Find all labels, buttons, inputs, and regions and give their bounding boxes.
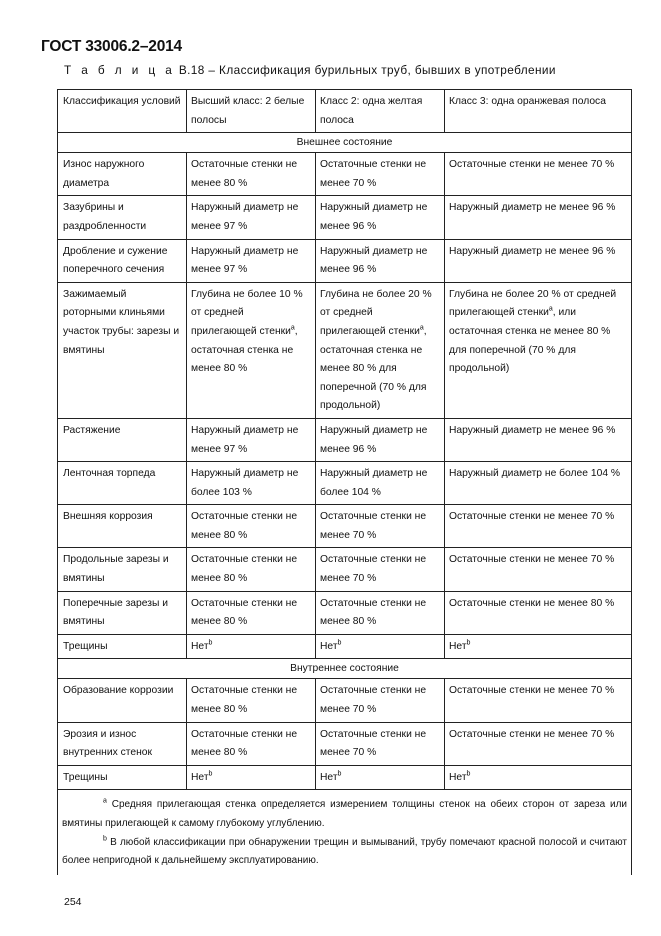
column-header: Класс 3: одна оранжевая полоса bbox=[445, 90, 632, 133]
class-cell: Остаточные стенки не менее 80 % bbox=[445, 591, 632, 634]
footnote-marker: b bbox=[337, 639, 342, 647]
condition-cell: Продольные зарезы и вмятины bbox=[58, 548, 187, 591]
condition-cell: Трещины bbox=[58, 765, 187, 790]
condition-cell: Образование коррозии bbox=[58, 679, 187, 722]
class-cell: Наружный диаметр не менее 96 % bbox=[316, 239, 445, 282]
table-row bbox=[58, 634, 632, 659]
condition-cell: Растяжение bbox=[58, 418, 187, 461]
condition-cell: Ленточная торпеда bbox=[58, 462, 187, 505]
class-cell: Остаточные стенки не менее 80 % bbox=[187, 153, 316, 196]
table-row bbox=[58, 196, 632, 239]
class-cell: Остаточные стенки не менее 80 % bbox=[187, 679, 316, 722]
footnote-marker: a bbox=[103, 798, 107, 806]
condition-cell: Эрозия и износ внутренних стенок bbox=[58, 722, 187, 765]
notes-cell bbox=[58, 790, 632, 875]
class-cell: Остаточные стенки не менее 80 % bbox=[187, 591, 316, 634]
class-cell: Остаточные стенки не менее 80 % bbox=[187, 722, 316, 765]
class-cell: Наружный диаметр не менее 97 % bbox=[187, 239, 316, 282]
class-cell: Остаточные стенки не менее 70 % bbox=[445, 153, 632, 196]
footnote-marker: a bbox=[290, 324, 295, 332]
class-cell: Остаточные стенки не менее 70 % bbox=[316, 548, 445, 591]
condition-cell: Внешняя коррозия bbox=[58, 505, 187, 548]
footnote-marker: b bbox=[103, 835, 107, 843]
class-cell: Остаточные стенки не менее 80 % bbox=[187, 505, 316, 548]
class-cell: Наружный диаметр не более 104 % bbox=[445, 462, 632, 505]
footnote-marker: b bbox=[208, 770, 213, 778]
class-cell: Остаточные стенки не менее 70 % bbox=[445, 548, 632, 591]
class-cell: Нет$^b$ bbox=[316, 765, 445, 790]
class-cell: Остаточные стенки не менее 80 % bbox=[316, 591, 445, 634]
class-cell: Остаточные стенки не менее 70 % bbox=[316, 679, 445, 722]
notes-row bbox=[58, 790, 632, 875]
table-row bbox=[58, 722, 632, 765]
condition-cell: Зажимаемый роторными клиньями участок трубы: зарезы и вмятины bbox=[58, 282, 187, 418]
table-caption-label: Т а б л и ц а bbox=[64, 63, 176, 77]
footnote-marker: b bbox=[337, 770, 342, 778]
table-row bbox=[58, 548, 632, 591]
section-row bbox=[58, 133, 632, 153]
class-cell: Глубина не более 20 % от средней прилегающей стенки$^a$, или остаточная стенка не менее 80 % для поперечной (70 % для продольной) bbox=[445, 282, 632, 418]
class-cell: Глубина не более 20 % от средней прилегающей стенки$^a$, остаточная стенка не менее 80 % для поперечной (70 % для продольной) bbox=[316, 282, 445, 418]
table-row bbox=[58, 153, 632, 196]
footnote-marker: a bbox=[419, 324, 424, 332]
class-cell: Остаточные стенки не менее 70 % bbox=[316, 505, 445, 548]
table-row bbox=[58, 591, 632, 634]
table-row bbox=[58, 679, 632, 722]
classification-table bbox=[57, 89, 632, 875]
class-cell: Остаточные стенки не менее 70 % bbox=[445, 679, 632, 722]
column-header: Классификация условий bbox=[58, 90, 187, 133]
class-cell: Нет$^b$ bbox=[187, 765, 316, 790]
table-row bbox=[58, 418, 632, 461]
footnote: $^b$ В любой классификации при обнаружении трещин и вымываний, трубу помечают красной полосой и считают более непригодной к дальнейшему эксплуатированию. bbox=[62, 835, 627, 867]
column-header: Класс 2: одна желтая полоса bbox=[316, 90, 445, 133]
class-cell: Нет$^b$ bbox=[187, 634, 316, 659]
class-cell: Наружный диаметр не более 103 % bbox=[187, 462, 316, 505]
table-row bbox=[58, 505, 632, 548]
table-row bbox=[58, 239, 632, 282]
class-cell: Нет$^b$ bbox=[316, 634, 445, 659]
class-cell: Наружный диаметр не менее 97 % bbox=[187, 196, 316, 239]
condition-cell: Дробление и сужение поперечного сечения bbox=[58, 239, 187, 282]
document-title: ГОСТ 33006.2–2014 bbox=[41, 38, 182, 55]
condition-cell: Износ наружного диаметра bbox=[58, 153, 187, 196]
table-caption-text: В.18 – Классификация бурильных труб, бывших в употреблении bbox=[175, 63, 556, 77]
table-header-row bbox=[58, 90, 632, 133]
class-cell: Остаточные стенки не менее 80 % bbox=[187, 548, 316, 591]
section-row bbox=[58, 659, 632, 679]
condition-cell: Трещины bbox=[58, 634, 187, 659]
condition-cell: Зазубрины и раздробленности bbox=[58, 196, 187, 239]
class-cell: Остаточные стенки не менее 70 % bbox=[445, 505, 632, 548]
footnote-marker: b bbox=[466, 639, 471, 647]
class-cell: Глубина не более 10 % от средней прилегающей стенки$^a$, остаточная стенка не менее 80 % bbox=[187, 282, 316, 418]
condition-cell: Поперечные зарезы и вмятины bbox=[58, 591, 187, 634]
class-cell: Наружный диаметр не более 104 % bbox=[316, 462, 445, 505]
column-header: Высший класс: 2 белые полосы bbox=[187, 90, 316, 133]
class-cell: Нет$^b$ bbox=[445, 634, 632, 659]
table-row bbox=[58, 765, 632, 790]
table-row bbox=[58, 462, 632, 505]
section-title: Внутреннее состояние bbox=[58, 659, 632, 679]
class-cell: Наружный диаметр не менее 96 % bbox=[316, 196, 445, 239]
footnote-marker: b bbox=[466, 770, 471, 778]
class-cell: Наружный диаметр не менее 96 % bbox=[445, 196, 632, 239]
class-cell: Остаточные стенки не менее 70 % bbox=[316, 153, 445, 196]
class-cell: Остаточные стенки не менее 70 % bbox=[445, 722, 632, 765]
table-caption bbox=[64, 63, 556, 77]
page-number: 254 bbox=[64, 896, 82, 908]
class-cell: Наружный диаметр не менее 96 % bbox=[316, 418, 445, 461]
footnote: $^a$ Средняя прилегающая стенка определяется измерением толщины стенок на обеих сторон от зареза или вмятины прилегающей к самому глубокому углублению. bbox=[62, 798, 627, 829]
section-title: Внешнее состояние bbox=[58, 133, 632, 153]
class-cell: Остаточные стенки не менее 70 % bbox=[316, 722, 445, 765]
class-cell: Наружный диаметр не менее 96 % bbox=[445, 239, 632, 282]
class-cell: Нет$^b$ bbox=[445, 765, 632, 790]
class-cell: Наружный диаметр не менее 97 % bbox=[187, 418, 316, 461]
class-cell: Наружный диаметр не менее 96 % bbox=[445, 418, 632, 461]
table-row bbox=[58, 282, 632, 418]
footnote-marker: b bbox=[208, 639, 213, 647]
footnote-marker: a bbox=[548, 305, 553, 313]
